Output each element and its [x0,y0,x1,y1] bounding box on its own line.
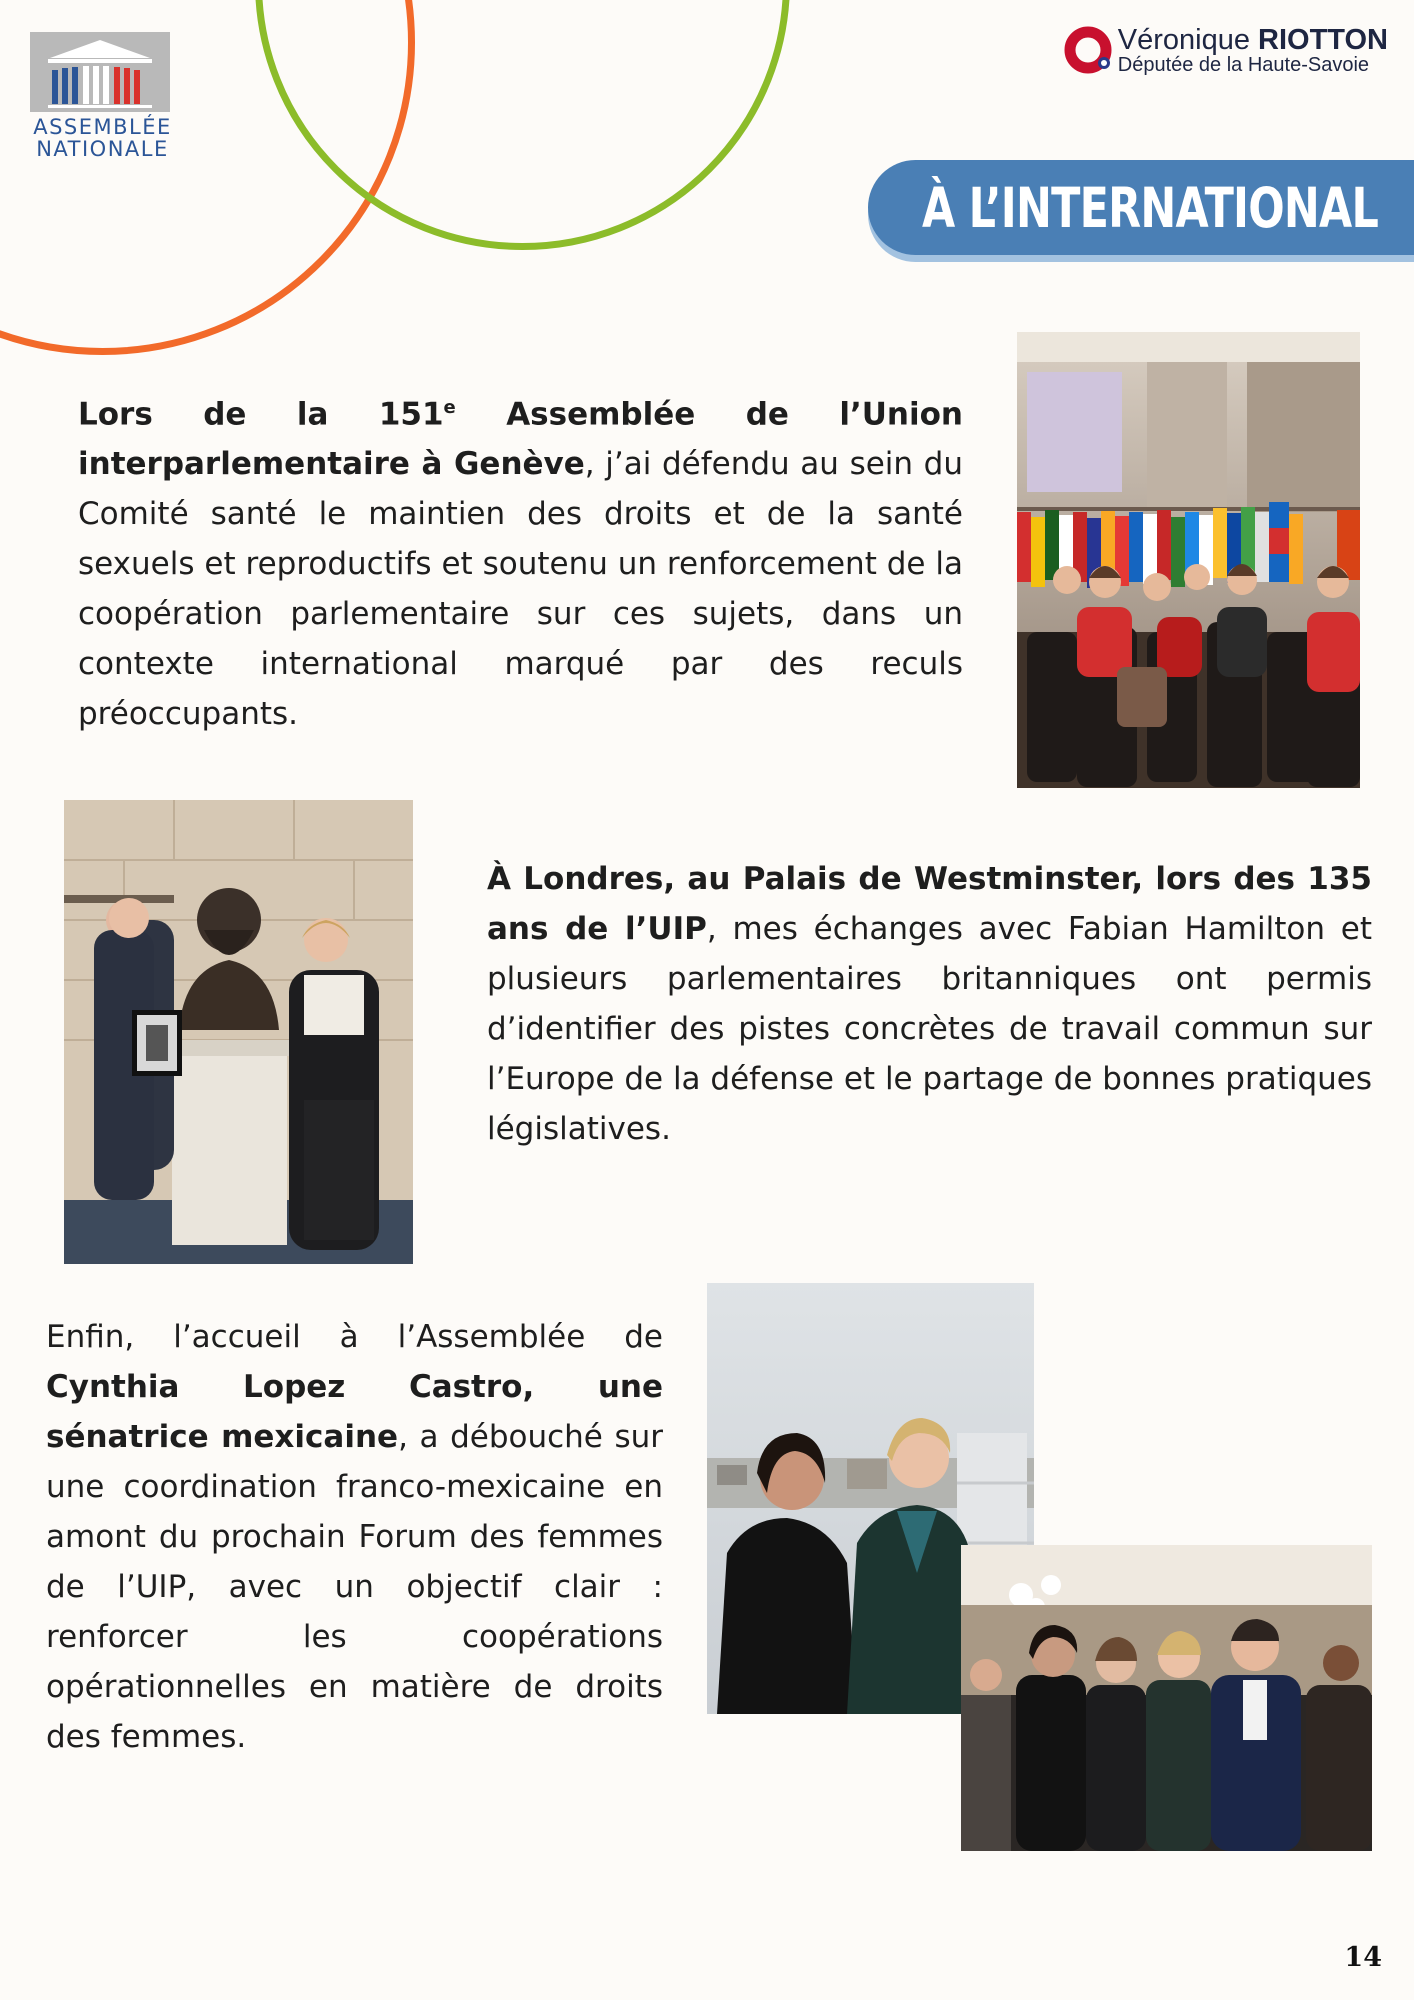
assemblee-nationale-palais-icon [30,32,170,112]
brand-circle-icon [1064,25,1114,75]
p1-bold-1: Lors de la 151 [78,396,444,433]
p3-rest: , a débouché sur une coordination franco-mexicaine en amont du prochain Forum des femmes de l’UIP, avec un objectif clair : renforcer les coopérations opérationnelles en matière de droits des femmes. [46,1419,663,1755]
logo-line-1: ASSEMBLÉE [33,115,172,139]
p2-bold: À Londres, au Palais de Westminster, lors des 135 ans de l’UIP [487,861,1372,947]
deputy-brand [1064,22,1388,78]
paragraph-mexico [46,1312,663,1762]
deputy-last-name: RIOTTON [1258,24,1388,56]
paragraph-geneva [78,383,963,739]
p1-rest: , j’ai défendu au sein du Comité santé le maintien des droits et de la santé sexuels et reproductifs et soutenu un renforcement de la coopération parlementaire sur ces sujets, dans un contexte international marqué par des reculs préoccupants. [78,446,963,733]
section-title: À L’INTERNATIONAL [922,175,1379,240]
section-banner [868,160,1414,255]
p3-lead: Enfin, l’accueil à l’Assemblée de [46,1319,663,1355]
photo-geneva-committee [1017,332,1360,788]
p1-bold-2: Assemblée de l’Union interparlementaire à Genève [78,396,963,483]
paragraph-london [487,854,1372,1154]
photo-reception-group [961,1545,1372,1851]
p3-bold: Cynthia Lopez Castro, une sénatrice mexicaine [46,1369,663,1455]
assemblee-nationale-logo [30,32,175,160]
photo-westminster-bust [64,800,413,1264]
deputy-role: Députée de la Haute-Savoie [1117,54,1370,76]
p2-rest: , mes échanges avec Fabian Hamilton et plusieurs parlementaires britanniques ont permis d’identifier des pistes concrètes de travail commun sur l’Europe de la défense et le partage de bonnes pratiques législatives. [487,911,1373,1147]
deputy-name: Véronique RIOTTON [1117,24,1388,56]
page-number: 14 [1344,1942,1382,1973]
logo-line-2: NATIONALE [36,137,169,161]
p1-sup: e [443,397,456,418]
